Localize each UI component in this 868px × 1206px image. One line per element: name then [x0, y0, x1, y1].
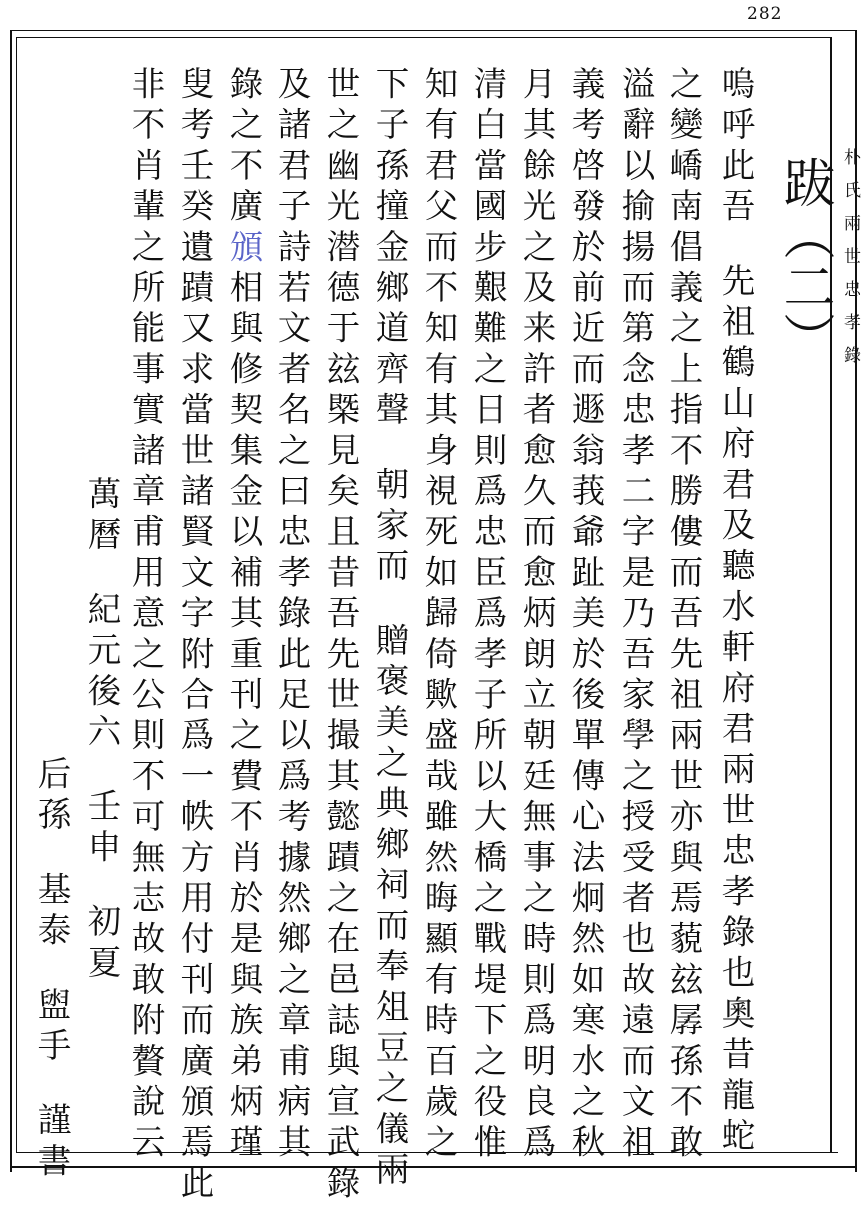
column-1-text: 先祖鶴山府君及聽水軒府君兩世忠孝錄也奧昔龍蛇	[716, 262, 755, 1159]
column-4-text: 義考啓發於前近而遯翁莪爺趾美於後單傳心法炯然如寒水之秋	[566, 66, 605, 1165]
column-13-text: 非不肖輩之所能事實諸章甫用意之公則不可無志故敢附贅說云	[126, 66, 165, 1165]
text-column-11	[220, 66, 263, 1165]
text-column-1	[712, 66, 755, 1159]
section-heading: 跋（二）	[774, 156, 834, 364]
column-8-mid: 朝家而	[370, 466, 409, 589]
highlighted-character: 頒	[224, 228, 263, 270]
column-2-text: 之變嶠南倡義之上指不勝僂而吾先祖兩世亦與焉藐玆孱孫不敢	[664, 66, 703, 1165]
date-era: 萬曆	[82, 476, 121, 558]
signature-closing: 謹書	[32, 1102, 71, 1184]
column-1-lead: 嗚呼此吾	[716, 66, 755, 229]
text-column-12	[171, 66, 214, 1206]
column-3-text: 溢辭以揄揚而第念忠孝二字是乃吾家學之授受者也故遠而文祖	[616, 66, 655, 1165]
signature-line	[28, 756, 71, 1184]
text-column-5	[513, 66, 556, 1165]
column-5-text: 月其餘光之及来許者愈久而愈炳朗立朝廷無事之時則爲明良爲	[517, 66, 556, 1165]
column-7-text: 知有君父而不知有其身視死如歸倚歟盛哉雖然晦顯有時百歲之	[419, 66, 458, 1165]
column-8-text: 贈褒美之典鄉祠而奉俎豆之儀兩	[370, 622, 409, 1193]
column-6-text: 清白當國步艱難之日則爲忠臣爲孝子所以大橋之戰堤下之役惟	[468, 66, 507, 1165]
text-column-3	[612, 66, 655, 1165]
book-side-title: 朴氏兩世忠孝錄	[840, 148, 860, 379]
column-9-text: 世之幽光潜德于玆槩見矣且昔吾先世撮其懿蹟之在邑誌與宣武錄	[321, 66, 360, 1206]
text-column-13	[122, 66, 165, 1165]
text-column-7	[415, 66, 458, 1165]
signature-name: 基泰	[32, 871, 71, 953]
signature-action: 盥手	[32, 986, 71, 1069]
text-column-9	[317, 66, 360, 1206]
column-11-text: 相與修契集金以補其重刊之費不肖於是與族弟炳瑾	[224, 269, 263, 1165]
bottom-rule-outer	[10, 1166, 857, 1168]
text-column-10	[268, 66, 311, 1165]
text-column-6	[464, 66, 507, 1165]
date-cycle: 壬申	[82, 788, 121, 870]
column-10-text: 及諸君子詩若文者名之曰忠孝錄此足以爲考據然鄉之章甫病其	[272, 66, 311, 1165]
column-11-lead: 錄之不廣	[224, 66, 263, 229]
date-line	[78, 476, 121, 986]
text-column-2	[660, 66, 703, 1165]
date-year: 紀元後六	[82, 591, 121, 755]
date-season: 初夏	[82, 903, 121, 986]
column-8-lead: 下子孫撞金鄉道齊聲	[370, 66, 409, 433]
text-column-4	[562, 66, 605, 1165]
signature-relation: 后孫	[32, 756, 71, 838]
text-column-8	[366, 66, 409, 1193]
column-12-text: 叟考壬癸遺蹟又求當世諸賢文字附合爲一帙方用付刊而廣頒焉此	[175, 66, 214, 1206]
page-number: 282	[747, 4, 783, 24]
